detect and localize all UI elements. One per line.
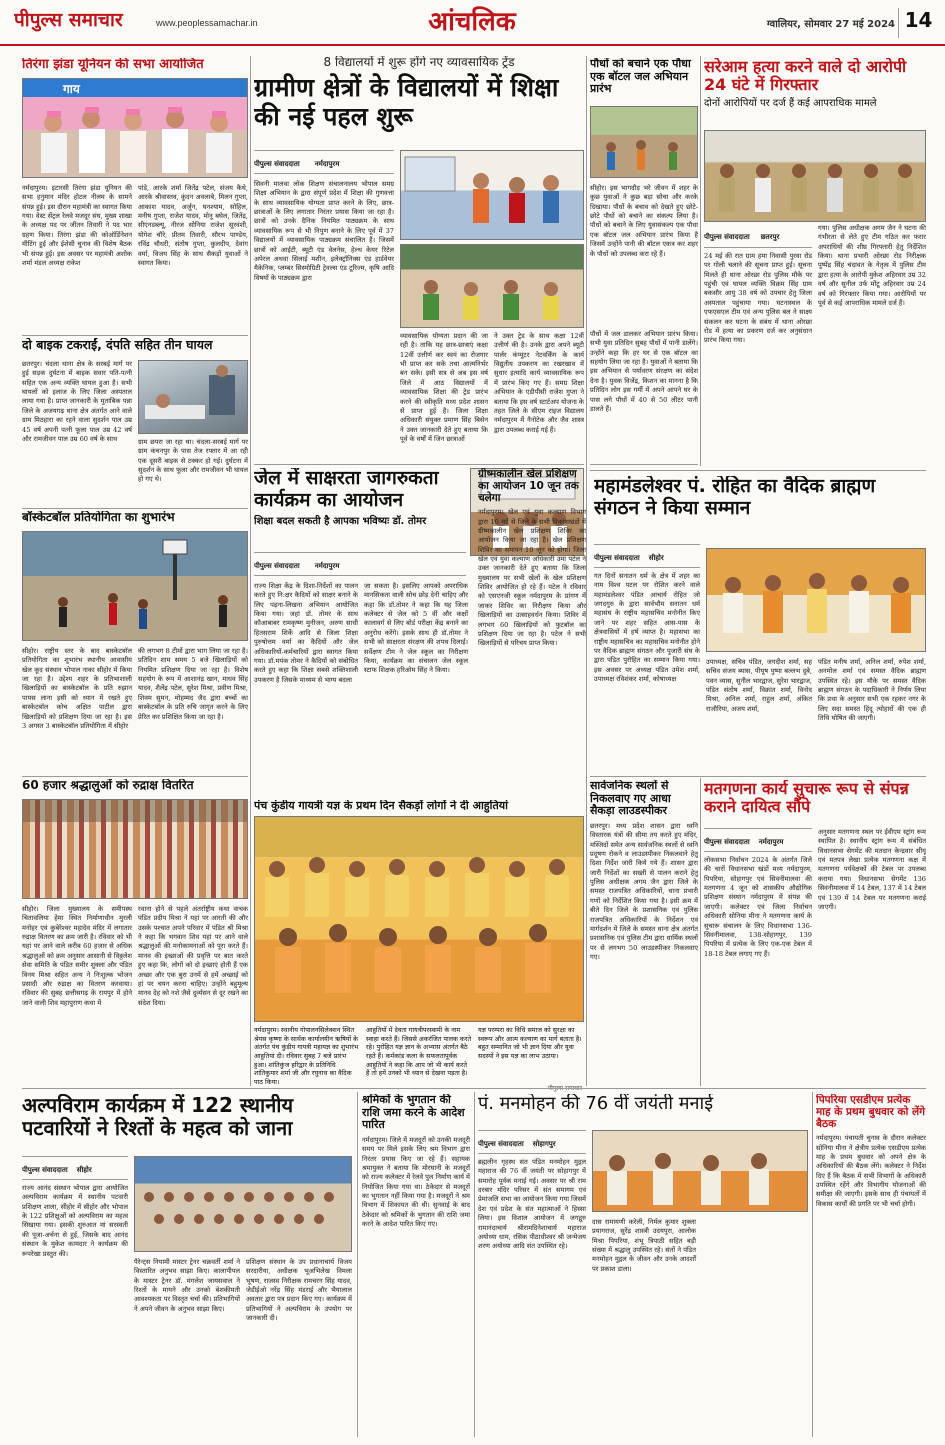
byline-bar: [254, 552, 466, 576]
body-text-cont: पौधों में जल डालकर अभियान प्रारंभ किया। सभी युवा प्रतिदिन सुबह पौधों में पानी डालेंगे। उन्होंने कहा कि हर घर से एक बॉटल का सहयोग लिया जा रहा है। युवाओं ने बताया कि इस अभियान से पर्यावरण संरक्षण का संदेश देना है। युवक विजेंद्र, किशन का मानना है कि प्रतिदिन लोग इस गर्मी में अपने आपने घर के पास लगे पौधों में 40 से 50 लीटर पानी डालते हैं।: [590, 330, 698, 413]
police-illustration: [705, 131, 926, 222]
section-name: आंचलिक: [428, 7, 516, 37]
body-col-3: ने उक्त ट्रेड के साथ कक्षा 12वीं उत्तीर्ण की है। उनके द्वारा अपने ब्यूटी पार्लर कंप्यूटर नेटवर्किंग के कार्य विद्युतीय उपकरण का रखरखाव में सुधार इत्यादि कार्य व्यावसायिक रूप में प्रारंभ किए गए हैं। समग्र शिक्षा अभियान के एडीपीसी राजेश गुप्ता ने बताया कि इस वर्ष स्टार्टअप योजना के तहत जिले के सीएम राइज विद्यालय नर्मदापुरम में नैनोटेक और जैव शास्त्र द्वारा उपलब्ध कराई गई हैं।: [494, 332, 584, 434]
body-col-2: व्यावसायिक योग्यता प्रदान की जा रही है। ताकि यह छात्र-छात्राएं कक्षा 12वीं उत्तीर्ण कर स्वयं का रोजगार भी प्राप्त कर सके तथा आत्मनिर्भर बन सके। इसी सत्र से अब इस वर्ष जिले में आठ विद्यालयों में व्यावसायिक शिक्षा की ट्रेड प्रारंभ करने की स्वीकृति मध्य प्रदेश शासन से प्राप्त हुई है। जिला शिक्षा अधिकारी संयुक्त प्रमाण सिंह बिसेन ने उक्त जानकारी देते हुए बताया कि पूर्व के वर्षों में जिन छात्राओं: [400, 332, 488, 443]
students-illustration: [401, 245, 584, 328]
photo-police: [704, 130, 926, 222]
photo-group: [134, 1156, 352, 1252]
photo-classroom: [400, 150, 584, 240]
headline: पिपरिया एसडीएम प्रत्येक माह के प्रथम बुधवार को लेंगे बैठक: [816, 1094, 925, 1131]
story-basketball: [22, 511, 248, 773]
headline: पंच कुंडीय गायत्री यज्ञ के प्रथम दिन सैकड़ों लोगों ने दी आहुतियां: [254, 800, 508, 812]
photo-yagya: [254, 816, 584, 1022]
headline: ग्रामीण क्षेत्रों के विद्यालयों में शिक्षा की नई पहल शुरू: [254, 72, 559, 131]
body-col-1: छतरपुर। चंदला थाना क्षेत्र के सरबई मार्ग पर हुई सड़क दुर्घटना में बाइक सवार पति-पत्नी सहित एक अन्य व्यक्ति घायल हुआ है। सभी घायलों को इलाज के लिए जिला अस्पताल लाया गया है। प्राप्त जानकारी के मुताबिक पन्ना जिले के अजयगढ़ थाना क्षेत्र अंतर्गत आने वाले ग्राम मिठहारा का रहने वाला सुदर्शन पाल उम्र 45 वर्ष अपनी पत्नी फूला पाल उम्र 42 वर्ष और रामजीवन पाल उम्र 60 वर्ष के साथ: [22, 360, 132, 443]
body-text: छतरपुर। मध्य प्रदेश शासन द्वारा ध्वनि विस्तारक यंत्रों की सीमा तय करते हुए मंदिर, मस्जिदों समेत अन्य सार्वजनिक स्थलों से ध्वनि प्रदूषण रोकने व लाउडस्पीकर निकलवाने हेतु दिशा निर्देश जारी किये गये हैं। शासन द्वारा जारी निर्देशों का सख्ती से पालन कराने हेतु पुलिस अधीक्षक अगम जैन द्वारा जिले के समस्त राजपत्रित अधिकारियों, थाना प्रभारी गणों को निर्देशित किया गया है। इसी क्रम में बीते दिन जिले के प्रशासनिक एवं पुलिस राजपत्रित अधिकारियों के निर्देशन एवं मार्गदर्शन में जिले के समस्त थाना क्षेत्र अंतर्गत प्रशासनिक एवं पुलिस टीम द्वारा धार्मिक स्थलों पर से लगभग 50 लाउडस्पीकर निकलवाए गए।: [590, 821, 698, 961]
place: सीहोर: [76, 1166, 92, 1174]
story-counting: [704, 780, 926, 1080]
yagya-illustration: [255, 817, 584, 1022]
byline: पीपुल्स संवाददाता: [704, 233, 750, 241]
byline-bar: [704, 224, 812, 248]
body-col-2: की लगभग 8 टीमों द्वारा भाग लिया जा रहा है। प्रतिदिन शाम समय 5 बजे खिलाड़ियों को नियमित प्रशिक्षण दिया जा रहा है। विशेष सहयोग के रूप में आशानंद्र खान, माधव सिंह यादव, शैलेंद्र पटेल, सुरेश मिश्रा, प्रवीण मिश्रा, शिवम सुमन, मोहम्मद जैद द्वारा बच्चों का बास्केटबॉल के प्रति रुचि जागृत करने के लिए प्रेरित कर प्रशिक्षित किया जा रहा है।: [138, 647, 248, 721]
headline: बॉस्केटबॉल प्रतियोगिता का शुभारंभ: [22, 511, 175, 524]
headline: सार्वजनिक स्थलों से निकलवाए गए आधा सैकड़ा लाउडस्पीकर: [590, 780, 671, 818]
body-col-1: ब्रह्मलीन गृहस्थ संत पंडित मनमोहन मुद्गल महाराज की 76 वीं जयंती पर सोहागपुर में समारोह पूर्वक मनाई गई। अवसर पर श्री राम दरबार मंदिर परिसर में संत समागम एवं प्रेमांजलि सभा का आयोजन किया गया जिसमें देश एवं प्रदेश के संत महात्माओं ने हिस्सा लिया। इस विशाल आयोजन में जगद्गुरु रामानंदाचार्य श्रीरामदिनेशाचार्य महाराज अयोध्या धाम, रसिक पीठाधीश्वर श्री जन्मेजय शरण अयोध्या आदि संत उपस्थित रहे।: [478, 1158, 586, 1251]
body-col-2: जा सकता है। इसलिए आपको अपराधिक मानसिकता वाली सोच छोड़ देनी चाहिए और कहा कि डॉ.तोमर ने कहा कि यह जिला कलेक्टर से जेल को 5 वीं और कक्षों कालावर्ग से लिए बोर्ड परीक्षा केंद्र बनाने का अनुरोध करेंगे। इसके साथ ही डॉ.तोमर ने सभी को साक्षरता संरक्षण की शपथ दिलाई। सर्वेक्षण टीम ने जेल स्कूल का निरीक्षण किया, कार्यक्रम का संचालन जेल स्कूल स्टाफ शिक्षक हरिओम सिंह ने किया।: [364, 582, 468, 675]
place: नर्मदापुरम: [314, 562, 340, 570]
subhead: शिक्षा बदल सकती है आपका भविष्यः डॉ. तोमर: [254, 515, 427, 527]
place: सोहागपुर: [532, 1140, 556, 1148]
group-illustration: [135, 1157, 352, 1252]
place: छतरपुर: [760, 233, 780, 241]
story-tiranga: [22, 58, 248, 330]
headline: दो बाइक टकराईं, दंपति सहित तीन घायल: [22, 338, 213, 352]
headline: ग्रीष्मकालीन खेल प्रशिक्षण का आयोजन 10 जून तक चलेगा: [478, 468, 579, 505]
place: नर्मदापुरम: [314, 160, 340, 168]
crowd-illustration: [23, 800, 248, 899]
caption-3: यज्ञ परम्परा का विधि समाज को सुरक्षा का स्वरूप और आत्म कल्याण का मार्ग बताता है। बहुत सम्मानित जो भी ज्ञान दिया और युवा सदस्यों ने इस यज्ञ का लाभ उठाया।: [478, 1026, 582, 1060]
court-illustration: [23, 532, 248, 641]
photo-felicitation: [706, 548, 926, 652]
byline: पीपुल्स संवाददाता: [254, 160, 300, 168]
story-murder: [704, 58, 926, 458]
byline: पीपुल्स संवाददाता: [254, 562, 300, 570]
headline: 60 हजार श्रद्धालुओं को रुद्राक्ष वितरित: [22, 779, 194, 792]
section-title: [372, 2, 572, 42]
page-number: 14: [898, 8, 938, 38]
place: सीहोर: [648, 554, 664, 562]
photo-crowd: [22, 799, 248, 899]
story-sdm: [816, 1094, 926, 1434]
headline: सरेआम हत्या करने वाले दो आरोपी 24 घंटे में गिरफ्तार: [704, 58, 907, 95]
story-vocational: [254, 56, 584, 460]
banner-text: गाय: [63, 82, 80, 96]
byline-bar: [594, 544, 700, 568]
body-col-2: पांडे, आरके शर्मा जितेंद्र पटेल, संजय कैथे, आरके श्रीवास्तव, कुंदन अवलाबे, मिलन गुप्ता, आकाश यादव, अर्जुन, घनश्याम, सोहिल, मनीष गुप्ता, राजेश यादव, मोनू बघेल, जितेंद्र, सीएनडब्ल्यू, नीरज सोनिया राजेश सूरवंशी, योगेश चौरे, प्रीतम तिवारी, सौरभ पाण्डेय, रविंद्र चौधरी, संतोष गुप्ता, कुलदीप, देवांग वर्मा, विजय सिंह के साथ सैकड़ों युवाओं ने स्वागत किया।: [138, 184, 248, 267]
photo-students: [400, 244, 584, 328]
byline: पीपुल्स संवाददाता: [594, 554, 640, 562]
photo-tiranga-meeting: [22, 78, 248, 178]
byline-bar: [22, 1156, 128, 1180]
byline: पीपुल्स संवाददाता: [704, 838, 750, 846]
body-col-2: ग्राम छपरा जा रहा था। चंदला-सरबई मार्ग पर ग्राम कंचनपुर के पास तेज रफ्तार में आ रही एक दूसरी बाइक से टक्कर हो गई। दुर्घटना में सुदर्शन के साथ फूला और रामजीवन भी घायल हो गए थे।: [138, 438, 248, 484]
story-manmohan: [478, 1094, 808, 1434]
brand-logo: [14, 6, 154, 40]
photo-saints: [592, 1130, 808, 1212]
body-col-1: सिवनी मालवा लोक शिक्षण संचालनालय भोपाल समग्र शिक्षा अभियान के द्वारा संपूर्ण प्रदेश में शिक्षा की गुणवत्ता के साथ व्यावसायिक योग्यता प्राप्त करने के लिए, छात्र-छात्राओं के लिए लगातार निरंतर प्रयास किया जा रहा है। छात्रों को उनके दैनिक नियमित पाठ्यक्रम के साथ व्यावसायिक रूप से भी निपुण बनाने के लिए पूर्व में 37 विद्यालयों में व्यावसायिक पाठ्यक्रम संचालित हैं। जिसमें छात्रों को आईटी, ब्यूटी एंड वेलनेस, हेल्थ केयर रिटेल अपेरल अथवा सिलाई मशीन, इलेक्ट्रॉनिक्स एंड हार्डवेयर मैकेनिक, प्लम्बर सिस्मोग्रिटी ट्रेवल्स एंड टूरिज्म, कृषि आदि विषयों के पाठ्यक्रम द्वारा: [254, 180, 394, 282]
photo-hospital: [138, 360, 248, 434]
brand-name: पीपुल्स समाचार: [14, 9, 123, 31]
site-url[interactable]: www.peoplessamachar.in: [156, 18, 258, 28]
story-accident: [22, 338, 248, 506]
photo-plants: [590, 106, 698, 178]
headline: मतगणना कार्य सुचारू रूप से संपन्न कराने दायित्व सौंपे: [704, 780, 909, 817]
headline: पौधों को बचाने एक पौधा एक बॉटल जल अभियान प्रारंभ: [590, 58, 691, 96]
body-text: सीहोर। इस भागदौड़ भरे जीवन में शहर के कुछ युवाओं ने कुछ बड़ा सोचा और करके दिखाया। पौधों के बचाव को देखते हुए छोटे-छोटे पौधों को बचाने का संकल्प लिया है। पौधों को बचाने के लिए युवासंकल्प एक पौधा एक बॉटल जल अभियान प्रारंभ किया है जिसमें उन्होंने पानी की बॉटल एकत्र कर शहर के पौधों को उपलब्ध करा रहे हैं।: [590, 184, 698, 258]
headline: श्रमिकों के भुगतान की राशि जमा करने के आदेश पारित: [362, 1094, 465, 1132]
body-text: नर्मदापुरम। पंचायती चुनाव के दौरान कलेक्टर सोनिया मीना ने क्षेत्रीय प्रत्येक एसडीएम प्रत्येक माह के प्रथम बुधवार को अपने क्षेत्र के अधिकारियों की बैठक लेंगे। कलेक्टर ने निर्देश दिए हैं कि बैठक में सभी विभागों के अधिकारी उपस्थित रहेंगे और विभागीय योजनाओं की समीक्षा की जाएगी। इसके साथ ही पंचायतों में विकास कार्यों की प्रगति पर भी चर्चा होगी।: [816, 1134, 926, 1208]
headline: पं. मनमोहन की 76 वीं जयंती मनाई: [478, 1094, 714, 1114]
story-training: [478, 468, 586, 786]
body-col-2: उपाध्यक्ष, सचिव पंडित, जगदीश शर्मा, सह सचिव संजय ब्यास, पीयूष पुष्पा बल्लभ दुबे, पवन व्यास, सुनील भारद्वाज, सुरेश भारद्वाज, पंडित संतोष शर्मा, विक्रांत शर्मा, विनोद मिश्रा, अनिल शर्मा, राहुल शर्मा, अंकित राजौरिया, अजय शर्मा,: [706, 658, 812, 713]
story-labour: [362, 1094, 470, 1434]
story-patwari: [22, 1094, 352, 1434]
byline-bar: [254, 150, 394, 174]
dateline: ग्वालियर, सोमवार 27 मई 2024: [766, 19, 895, 30]
body-col-1: राज्य आनंद संस्थान भोपाल द्वारा आयोजित अल्पविराम कार्यक्रम में स्थानीय पटवारी प्रशिक्षण शाला, सीहोर में सीहोर और भोपाल के 122 प्रशिक्षुओं को अल्पविराम का महत्व सिखाया गया। इसकी शुरुआत मां सरस्वती की पूजा-अर्चना से हुई, जिसके बाद आनंद संस्थान के मुकेश कामदार ने कार्यक्रम की रूपरेखा प्रस्तुत की।: [22, 1184, 128, 1258]
body-col-1: 24 मई की रात ग्राम हमा निवासी पुरवा रोड पर गोली चलाने की सूचना प्राप्त हुई। सूचना मिलते ही थाना ओरछा रोड पुलिस मौके पर पहुंची एवं घायल व्यक्ति विक्रम सिंह ग्राम बकसौर आयु 38 वर्ष को उपचार हेतु जिला अस्पताल पहुंचाया गया। घटनास्थल के एफएसएल टीम एवं अन्य पुलिस बल ने साक्ष्य संकलन कर घटना के संबंध में थाना ओरछा रोड में हत्या का प्रकरण दर्ज कर अनुसंधान प्रारंभ किया गया।: [704, 252, 812, 345]
story-loudspeaker: [590, 780, 698, 1080]
headline: महामंडलेश्वर पं. रोहित का वैदिक ब्राह्मण संगठन ने किया सम्मान: [594, 476, 876, 519]
body-col-1: सीहोर। राष्ट्रीय स्तर के बाद बास्केटबॉल प्रतियोगिता का शुभारंभ स्थानीय आवासीय खेल कूद संस्थान भोपाल नाका सीहोर में किया जा रहा है। उद्देश्य शहर के प्रतिभाशाली खिलाड़ियों का बास्केटबॉल के प्रति रुझान पायस लाना इसी को ध्यान में रखते हुए बास्केटबॉल कोच अक्षित पाटील द्वारा खिलाड़ियों को प्रशिक्षण दिया जा रहा है। इस 3 अगस्त 3 बास्केटबॉल प्रतियोगिता में सीहोर: [22, 647, 132, 730]
story-plants-cont: [590, 330, 698, 470]
saints-illustration: [593, 1131, 808, 1212]
body-col-1: लोकसभा निर्वाचन 2024 के अंतर्गत जिले की चारों विधानसभा खंडों मध्य नर्मदापुरम, पिपरिया, सोहागपुर एवं सिवनीमालवा की मतगणना 4 जून को शासकीय औद्योगिक प्रशिक्षण संस्थान नर्मदापुरम में संपन्न की जाएगी। कलेक्टर एवं जिला निर्वाचन अधिकारी सोनिया मीना ने मतगणना कार्य के सुचारू संचालन के लिए विधानसभा 136-सिवनीमालवा, 138-सोहागपुर, 139 पिपरिया में प्रत्येक के लिए एक-एक टेबल में 18-18 टेबल लगाए गए हैं।: [704, 856, 812, 958]
plants-illustration: [591, 107, 698, 178]
photo-people-illustration: [23, 79, 248, 178]
felicitation-illustration: [707, 549, 926, 652]
story-gayatri: [254, 800, 584, 1094]
body-col-2: अनुसार मतगणना स्थल पर ईवीएम स्ट्रांग रूम स्थापित है। स्थानीय स्ट्रांग रूम में संबंधित विधानसभा सेगमेंट की मतदान केन्द्रवार सीयू एवं मतपत्र लेखा प्रत्येक मतगणना कक्ष में मतगणना पर्यवेक्षकों की टेबल पर उपलब्ध कराया गया। विधानसभा सेगमेंट 136 सिवनीमालवा में 14 टेबल, 137 में 14 टेबल एवं 139 में 14 टेबल पर मतगणना कराई जाएगी।: [818, 828, 926, 911]
headline: तिरंगा झंडा यूनियन की सभा आयोजित: [22, 58, 204, 72]
body-col-3: प्रशिक्षण संस्थान के उप प्रधानाचार्य विजय सरदारीया, अधीक्षक भूअभिलेख विमला भूषण, राजस्व निरीक्षक रामचरन सिंह यादव, जेडीईओ नरेंद्र सिंह मंडराई और भैयालाल अवतार द्वारा पत्र प्रदान किए गए। कार्यक्रम में प्रतिभागियों ने अल्पविराम के उपयोग पर जानकारी दी।: [246, 1258, 352, 1323]
photo-basketball-court: [22, 531, 248, 641]
body-text: नर्मदापुरम। खेल एवं युवा कल्याण विभाग द्वारा 10 मई से जिले के सभी विकासखंडों में ग्रीष्मकालीन खेल प्रशिक्षण शिविर का आयोजन किया जा रहा है। खेल प्रशिक्षण शिविर का समापन 10 जून को होगा। जिला खेल एवं युवा कल्याण अधिकारी उमा पटेल ने उक्त जानकारी देते हुए बताया कि जिला मुख्यालय पर सभी खेलों के खेल प्रशिक्षण शिविर आयोजित हो रहे हैं। पटेल ने रविवार को एसएनजी स्कूल नर्मदापुरम के प्रांगण में जाकर शिविर का निरीक्षण किया और खिलाड़ियों का उत्साहवर्धन किया। शिविर में लगभग 60 खिलाड़ियों को फुटबॉल का प्रशिक्षण दिया जा रहा है। पटेल ने सभी खिलाड़ियों से परिचय प्राप्त किया।: [478, 508, 586, 648]
body-text: नर्मदापुरम। जिले में मजदूरों को उनकी मजदूरी समय पर मिले इसके लिए श्रम विभाग द्वारा निरंतर प्रयास किए जा रहे हैं। सहायक श्रमायुक्त ने बताया कि मोरघानी के मजदूरों को राज्य कलेक्टर में रेलवे पुल निर्माण कार्य में नियोजित किया गया था। ठेकेदार से मजदूरों का भुगतान नहीं किया गया है। मजदूरों ने श्रम विभाग में शिकायत की थी। सुनवाई के बाद ठेकेदार को श्रमिकों के भुगतान की राशि जमा करने के आदेश पारित किए गए।: [362, 1135, 470, 1229]
subhead: दोनों आरोपियों पर दर्ज हैं कई आपराधिक मामले: [704, 97, 877, 109]
story-rudraksh: [22, 779, 248, 1079]
byline: पीपुल्स संवाददाता: [478, 1140, 524, 1148]
caption-2: आहुतियों में देवता गायत्रीपरस्वामी के नाम स्वाहा करते हैं। जिससे अकरंजित पालक करते रहे। पुरोहित यज्ञ ज्ञान के अभ्यास अंतर्गत बैठे रहते हैं। कर्मकांड कला के सफलतापूर्वक आहुतियों ने कहा कि आप जो भी कार्य करते हैं तो हमें उनको भी ध्यान से देखना पड़ता है।: [366, 1026, 472, 1078]
byline-bar: [478, 1130, 586, 1154]
body-col-1: गत दिनों सनातन धर्म के क्षेत्र में शहर का नाम विश्व पटल पर रोशित करने वाले महामंडलेश्वर पंडित आचार्य रोहित जो जगदगुरु के द्वारा सार्वभौम सनातन धर्म महासंघ के राष्ट्रीय महासचिव मनोनीत किए जाने पर शहर सहित आस-पास के क्षेत्रवासियों में हर्ष व्याप्त है। महासभा का राष्ट्रीय महासचिव का महासचिव मनोनीत होने पर वैदिक ब्राह्मण संगठन और पुजारी संघ के द्वारा पंडित पुरोहित का सम्मान किया गया। इस अवसर पर अध्यक्ष पंडित उमेश शर्मा, उपाध्यक्ष रविशंकर शर्मा, कोषाध्यक्ष: [594, 572, 700, 683]
story-mahamandaleshwar: [594, 476, 926, 772]
byline-bar: [704, 828, 812, 852]
place: नर्मदापुरम: [758, 838, 784, 846]
classroom-illustration: [401, 151, 584, 240]
body-col-3: पंडित मनीष शर्मा, अनिल शर्मा, रुपेश शर्मा, अनमोल शर्मा एवं समस्त वैदिक ब्राह्मण उपस्थित रहे। इस मौके पर समस्त वैदिक ब्राह्मण संगठन के पदाधिकारी ने निर्णय लिया कि प्रथा के अनुसार सभी एक रहकर नगर के लिए सदा समस्त हिंदू त्योहारों की एक ही तिथि घोषित की जाएगी।: [818, 658, 926, 723]
headline: अल्पविराम कार्यक्रम में 122 स्थानीय पटवारियों ने रिश्तों के महत्व को जाना: [22, 1094, 294, 1140]
body-col-1: राज्य शिक्षा केंद्र के दिशा-निर्देशों का पालन करते हुए नि:क्षर कैदियों को साक्षर बनाने के लिए पढ़ना-लिखना अभियान आयोजित किया गया। जहां डॉ. तोमर के साथ कौआबाबर रामकृष्ण मुनीजन, अरुण साधी हितसराम शिर्के आदि से जिला शिक्षा पुरुषोत्तम वर्मा का कैदियों और जेल अधिकारियों-कर्मचारियों द्वारा स्वागत किया गया। डॉ.मयंक तोमर ने कैदियों को संबोधित करते हुए कहा कि शिक्षा सबसे शक्तिशाली उपकरण है जिसके माध्यम से भाग्य बदला: [254, 582, 358, 684]
byline: पीपुल्स संवाददाता: [22, 1166, 68, 1174]
body-col-2: रवाना होने से पहले अंतर्राष्ट्रीय कथा वाचक पंडित प्रदीप मिश्रा ने यहां पर आरती की और उसके पश्चात अपने परिवार में पंडित श्री मिश्रा ने कहा कि भगवान शिव यहां पर आने वाले श्रद्धालुओं की मनोकामनाओं को पूरा करते हैं। मानव की इच्छाओं की प्रवृत्ति पर बात करते हुए कहा कि, लोगों को दो इच्छाएं होती हैं एक अच्छा और एक बुरा उनमें से हमें अच्छाई को हां पर चयन करना चाहिए। उन्होंने बहुमूल्य मानव देह को नशे जैसे दुर्व्यसन से दूर रखने का संदेश दिया।: [138, 905, 248, 1007]
caption-1: नर्मदापुरम। स्थानीय गोपालनसिलेक्शन स्थित श्रेयस कृष्णा के सार्थक कार्यालयीन ऋषियों के अंतर्गत पंच कुंडीय गायत्री महायज्ञ का शुभारंभ आहुतियां दी। रविवार सुबह 7 बजे प्रारंभ हुआ। शांतिकुंज हरिद्वार के प्रतिनिधि शांतिकुमार शर्मा जी और रघुनाथ का वैदिक पाठ किया।: [254, 1026, 359, 1086]
hospital-bed-illustration: [139, 361, 248, 434]
masthead: [0, 0, 945, 46]
headline: जेल में साक्षरता जागरुकता कार्यक्रम का आयोजन: [254, 468, 439, 511]
kicker: 8 विद्यालयों में शुरू होंगे नए व्यावसायिक ट्रेंड: [323, 56, 515, 69]
body-col-2: गया। पुलिस अधीक्षक अगम जैन ने घटना की गंभीरता से लेते हुए टीम गठित कर फरार अपराधियों की शीघ्र गिरफ्तारी हेतु निर्देशित किया। थाना प्रभारी ओरछा रोड निरीक्षक पुष्पेंद्र सिंह चंदावत के नेतृत्व में पुलिस टीम द्वारा हत्या के आरोपी मुकेश अहिरवार उम्र 32 वर्ष और सुनील उर्फ मोंटू अहिरवार उम्र 24 वर्ष को गिरफ्तार किया गया। आरोपियों पर पूर्व से कई आपराधिक मामले दर्ज हैं।: [818, 224, 926, 307]
body-col-2: दास रामायणी करेली, निर्मल कुमार शुक्ला प्रयागराज, सुरेंद्र शास्त्री उदयपुरा, आलोक मिश्रा पिपरिया, शंभू त्रिपाठी सहित बड़ी संख्या में श्रद्धालु उपस्थित रहे। संतों ने पंडित मनमोहन मुद्गल के जीवन और उनके आदर्शों पर प्रकाश डाला।: [592, 1218, 696, 1273]
body-col-1: नर्मदापुरम। इटारसी तिरंगा झंडा यूनियन की सभा हनुमान मंदिर होटल नीलम के सामने संपन्न हुई। इस दौरान महामंत्री का स्वागत किया गया। वेस्ट सेंट्रल रेलवे मजदूर संघ, मुख्य शाखा के अध्यक्ष पद पर जीतन तिवारी ने पद भार ग्रहण किया। तिरंगा झंडा की कोऑर्डिनेशन मीटिंग हुई और ईशेसी चुनाव की विशेष बैठक भी संपन्न हुई। इस अवसर पर महामंत्री अशोक शर्मा मंडल अध्यक्ष राकेश: [22, 184, 132, 267]
body-col-1: सीहोर। जिला मुख्यालय के समीपस्थ चितावलिया हेमा स्थित निर्माणाधीन मुरली मनोहर एवं कुबेरेश्वर महादेव मंदिर में लगातार रुद्राक्ष वितरण का क्रम जारी है। रविवार को भी यहां पर आने वाले करीब 60 हजार से अधिक श्रद्धालुओं को क्रम अनुसार आसानी से विठ्ठलेश सेवा समिति के पंडित समीर शुक्ला और पंडित विनय मिश्रा सहित अन्य ने निःशुल्क भोजन प्रसादी और रुद्राक्ष का वितरण करवाया। रविवार की सुबह छत्तीसगढ़ के रायपुर में होने जाने वाली शिव महापुराण कथा में: [22, 905, 132, 1007]
body-col-2: पैरेन्ट्स नियामी मास्टर ट्रेनर चक्रवर्ती शर्मा ने विस्तारित अनुभव साझा किए। कालापीपल के मास्टर ट्रेनर डॉ. मंगलेश जायसवाल ने रिश्तों के मायने और उनको बेशकीमती आवश्यकता पर विस्तृत चर्चा की। प्रतिभागियों ने अपने जीवन के अनुभव साझा किए।: [134, 1258, 240, 1313]
